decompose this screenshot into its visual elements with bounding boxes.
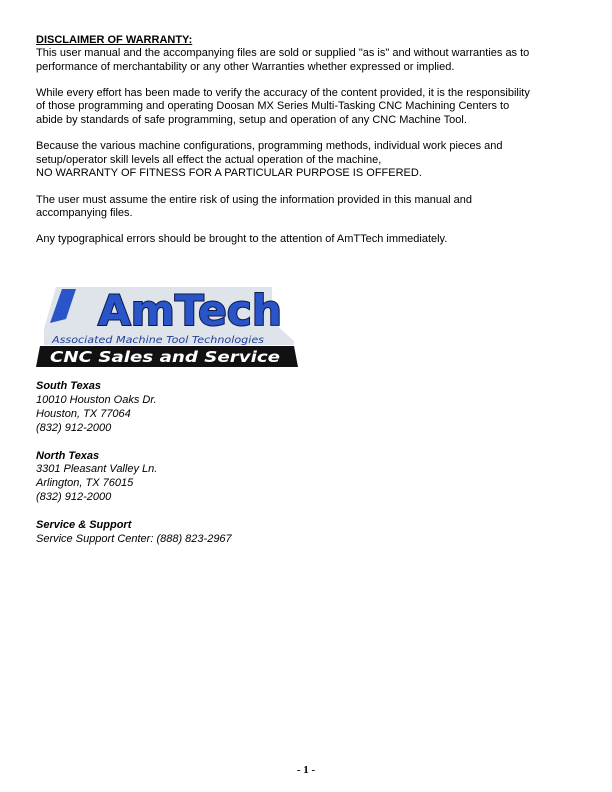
paragraph-line: NO WARRANTY OF FITNESS FOR A PARTICULAR PURPOSE IS OFFERED.	[36, 166, 422, 179]
disclaimer-paragraph	[36, 47, 584, 74]
disclaimer-paragraph	[36, 87, 584, 127]
disclaimer-heading: DISCLAIMER OF WARRANTY:	[36, 34, 193, 46]
page-number: - 1 -	[296, 764, 316, 776]
paragraph-line: accompanying files.	[36, 206, 133, 219]
paragraph-line: of those programming and operating Doosan MX Series Multi-Tasking CNC Machining Centers to	[36, 100, 510, 113]
disclaimer-paragraph	[36, 140, 584, 180]
contact-title: North Texas	[36, 449, 100, 462]
logo-wordmark: AmTech	[98, 286, 282, 335]
contact-line: Service Support Center: (888) 823-2967	[36, 532, 232, 545]
disclaimer-paragraph	[36, 233, 584, 246]
amtech-logo-graphic	[36, 283, 298, 367]
paragraph-line: The user must assume the entire risk of using the information provided in this manual and	[36, 193, 472, 206]
paragraph-line: Because the various machine configurations, programming methods, individual work pieces and	[36, 140, 503, 153]
contact-line: (832) 912-2000	[36, 491, 112, 504]
contact-north-texas	[36, 450, 232, 506]
contact-south-texas	[36, 380, 232, 436]
contact-line: 3301 Pleasant Valley Ln.	[36, 463, 158, 476]
contact-service-support	[36, 519, 232, 547]
paragraph-line: performance of merchantability or any other Warranties whether expressed or implied.	[36, 60, 455, 73]
disclaimer-section	[36, 34, 584, 260]
contact-title: Service & Support	[36, 519, 132, 532]
disclaimer-paragraph	[36, 194, 584, 221]
contact-line: 10010 Houston Oaks Dr.	[36, 393, 157, 406]
paragraph-line: abide by standards of safe programming, setup and operation of any CNC Machine Tool.	[36, 113, 467, 126]
logo-tagline: Associated Machine Tool Technologies	[50, 335, 264, 346]
contact-line: Houston, TX 77064	[36, 407, 131, 420]
paragraph-line: While every effort has been made to verify the accuracy of the content provided, it is the responsibility	[36, 87, 530, 100]
contact-line: (832) 912-2000	[36, 421, 112, 434]
contact-line: Arlington, TX 76015	[36, 477, 134, 490]
paragraph-line: Any typographical errors should be brought to the attention of AmTTech immediately.	[36, 233, 448, 246]
paragraph-line: This user manual and the accompanying files are sold or supplied "as is" and without warranties as to	[36, 47, 530, 60]
amtech-logo	[36, 283, 298, 367]
paragraph-line: setup/operator skill levels all effect the actual operation of the machine,	[36, 153, 382, 166]
contact-title: South Texas	[36, 380, 101, 392]
logo-banner-text: CNC Sales and Service	[50, 348, 280, 366]
contact-section	[36, 380, 232, 561]
